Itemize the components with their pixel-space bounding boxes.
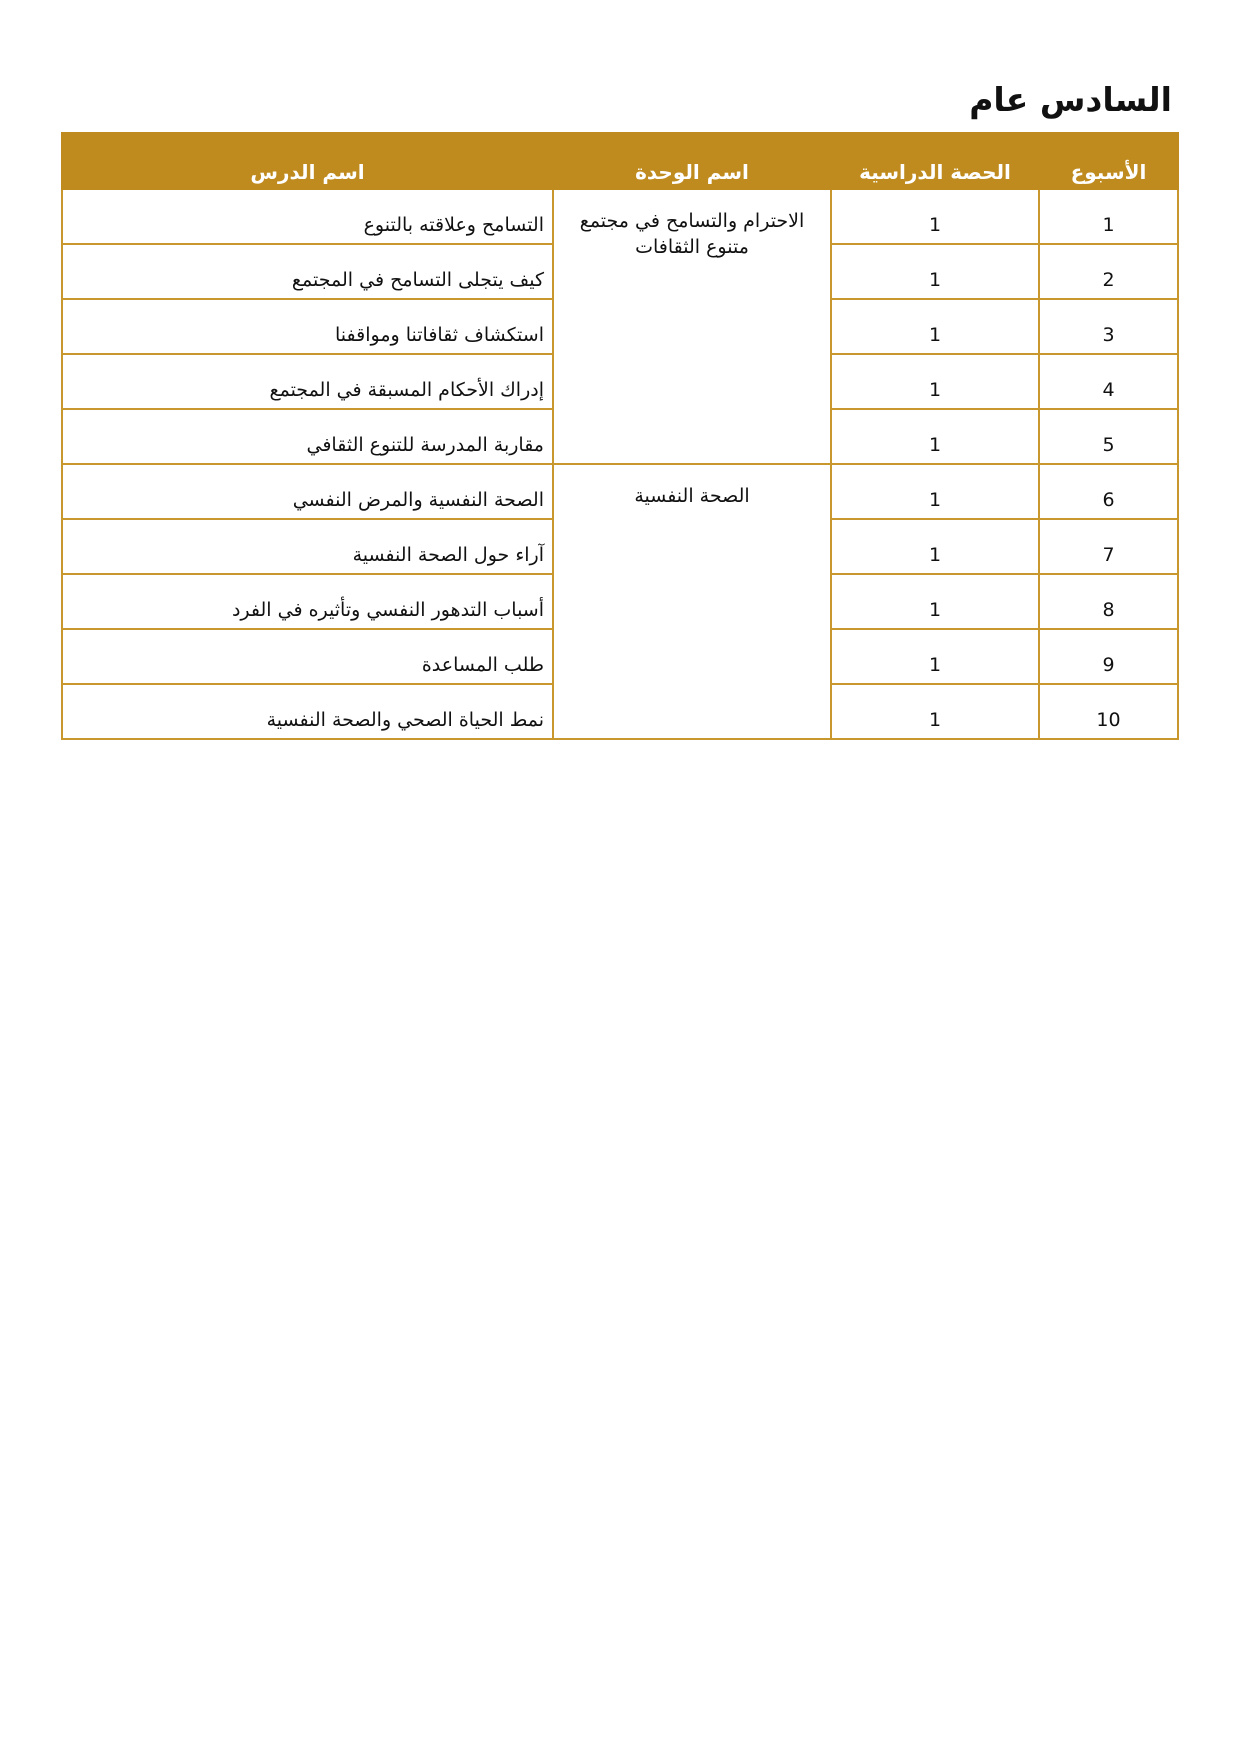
- period-cell: 1: [831, 464, 1039, 519]
- table-row: [62, 189, 1178, 244]
- lesson-cell: مقاربة المدرسة للتنوع الثقافي: [62, 409, 553, 464]
- lesson-cell: نمط الحياة الصحي والصحة النفسية: [62, 684, 553, 739]
- lesson-cell: التسامح وعلاقته بالتنوع: [62, 189, 553, 244]
- lesson-cell: الصحة النفسية والمرض النفسي: [62, 464, 553, 519]
- week-cell: 4: [1039, 354, 1178, 409]
- lesson-plan-table: [61, 132, 1179, 740]
- table-header: [62, 133, 1178, 189]
- period-cell: 1: [831, 519, 1039, 574]
- period-cell: 1: [831, 299, 1039, 354]
- lesson-cell: كيف يتجلى التسامح في المجتمع: [62, 244, 553, 299]
- week-cell: 2: [1039, 244, 1178, 299]
- lesson-cell: أسباب التدهور النفسي وتأثيره في الفرد: [62, 574, 553, 629]
- header-week: الأسبوع: [1039, 133, 1178, 189]
- unit-cell: الاحترام والتسامح في مجتمع متنوع الثقافات: [553, 189, 831, 464]
- lesson-cell: استكشاف ثقافاتنا ومواقفنا: [62, 299, 553, 354]
- week-cell: 6: [1039, 464, 1178, 519]
- header-lesson: اسم الدرس: [62, 133, 553, 189]
- lesson-cell: طلب المساعدة: [62, 629, 553, 684]
- period-cell: 1: [831, 684, 1039, 739]
- period-cell: 1: [831, 354, 1039, 409]
- period-cell: 1: [831, 629, 1039, 684]
- week-cell: 3: [1039, 299, 1178, 354]
- header-unit: اسم الوحدة: [553, 133, 831, 189]
- lesson-cell: إدراك الأحكام المسبقة في المجتمع: [62, 354, 553, 409]
- page-title: السادس عام: [969, 80, 1172, 119]
- unit-cell: الصحة النفسية: [553, 464, 831, 739]
- week-cell: 9: [1039, 629, 1178, 684]
- week-cell: 8: [1039, 574, 1178, 629]
- period-cell: 1: [831, 244, 1039, 299]
- week-cell: 10: [1039, 684, 1178, 739]
- table-row: [62, 464, 1178, 519]
- week-cell: 7: [1039, 519, 1178, 574]
- period-cell: 1: [831, 189, 1039, 244]
- week-cell: 1: [1039, 189, 1178, 244]
- week-cell: 5: [1039, 409, 1178, 464]
- table-body: [62, 189, 1178, 739]
- header-row: [62, 133, 1178, 189]
- lesson-cell: آراء حول الصحة النفسية: [62, 519, 553, 574]
- header-period: الحصة الدراسية: [831, 133, 1039, 189]
- period-cell: 1: [831, 574, 1039, 629]
- period-cell: 1: [831, 409, 1039, 464]
